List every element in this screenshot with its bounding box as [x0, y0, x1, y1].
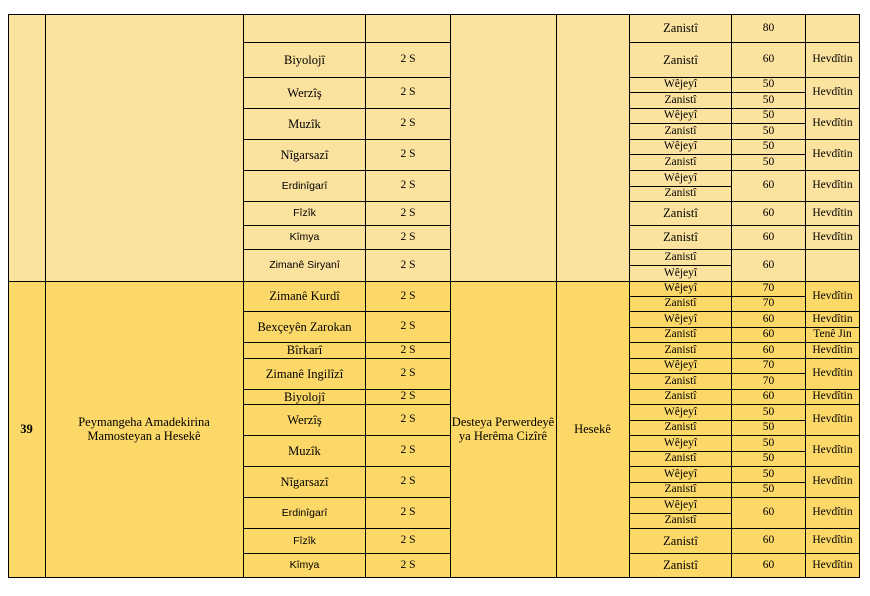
subject-name: Bexçeyên Zarokan: [257, 319, 352, 334]
grade-type: Zanistî: [664, 514, 697, 527]
admission-status: Hevdîtin: [812, 312, 853, 325]
grade-type: Zanistî: [664, 93, 697, 106]
grade-value: 60: [762, 230, 775, 243]
grade-type: Zanistî: [664, 124, 697, 137]
grade-type: Wêjeyî: [663, 109, 698, 122]
grid-line: [859, 14, 860, 578]
grade-value: 60: [762, 390, 775, 403]
subject-name: Nîgarsazî: [280, 474, 329, 489]
subject-name: Muzîk: [288, 116, 321, 131]
grade-value: 60: [762, 53, 775, 66]
grade-value: 50: [762, 155, 775, 168]
subject-name: Werzîş: [287, 412, 322, 427]
grade-type: Wêjeyî: [663, 266, 698, 279]
grade-type: Zanistî: [663, 558, 698, 573]
subject-units: 2 S: [400, 179, 416, 192]
subject-name: Zimanê Ingilîzî: [265, 366, 344, 381]
subject-units: 2 S: [400, 534, 416, 547]
grid-line: [8, 577, 860, 578]
grade-type: Zanistî: [663, 21, 698, 36]
grade-type: Zanistî: [664, 155, 697, 168]
subject-units: 2 S: [400, 558, 416, 571]
admission-status: Hevdîtin: [812, 390, 853, 403]
admission-status: Hevdîtin: [812, 475, 853, 488]
subject-units: 2 S: [400, 206, 416, 219]
department-name: Desteya Perwerdeyê ya Herêma Cizîrê: [451, 414, 555, 443]
grade-value: 50: [762, 436, 775, 449]
grade-value: 70: [762, 297, 775, 310]
subject-units: 2 S: [400, 367, 416, 380]
subject-name: Zimanê Kurdî: [269, 289, 340, 304]
grade-value: 60: [762, 312, 775, 325]
grade-type: Wêjeyî: [663, 282, 698, 295]
grade-type: Wêjeyî: [663, 436, 698, 449]
subject-units: 2 S: [400, 53, 416, 66]
grade-type: Wêjeyî: [663, 140, 698, 153]
grade-type: Wêjeyî: [663, 171, 698, 184]
subject-units: 2 S: [400, 230, 416, 243]
subject-name: Fîzîk: [293, 207, 316, 220]
grade-value: 50: [762, 78, 775, 91]
subject-name: Fîzîk: [293, 534, 316, 547]
grade-value: 50: [762, 483, 775, 496]
admission-status: Hevdîtin: [812, 343, 853, 356]
subject-units: 2 S: [400, 117, 416, 130]
admission-status: Hevdîtin: [812, 558, 853, 571]
grade-type: Zanistî: [664, 343, 697, 356]
grade-type: Zanistî: [664, 390, 697, 403]
admission-status: Hevdîtin: [812, 86, 853, 99]
grade-value: 60: [762, 558, 775, 571]
subject-name: Werzîş: [287, 85, 322, 100]
grade-type: Zanistî: [664, 187, 697, 200]
grade-type: Zanistî: [663, 206, 698, 221]
admission-status: Hevdîtin: [812, 413, 853, 426]
grade-value: 70: [762, 374, 775, 387]
subject-name: [244, 15, 365, 42]
grade-type: Wêjeyî: [663, 498, 698, 511]
grade-value: 50: [762, 467, 775, 480]
subject-name: Biyolojî: [284, 389, 325, 404]
grade-value: 60: [762, 343, 775, 356]
admission-status: Hevdîtin: [812, 444, 853, 457]
grade-type: Zanistî: [664, 452, 697, 465]
subject-units: 2 S: [400, 289, 416, 302]
admission-status: Hevdîtin: [812, 148, 853, 161]
grade-type: Zanistî: [664, 483, 697, 496]
grade-value: 60: [762, 206, 775, 219]
subject-units: 2 S: [400, 413, 416, 426]
subject-name: Muzîk: [288, 443, 321, 458]
subject-name: Erdinîgarî: [281, 506, 328, 519]
grade-value: 70: [762, 359, 775, 372]
admission-status: Hevdîtin: [812, 179, 853, 192]
grade-type: Wêjeyî: [663, 405, 698, 418]
subject-units: 2 S: [400, 258, 416, 271]
grid-line: [45, 14, 46, 578]
grade-value: 70: [762, 282, 775, 295]
subject-name: Kîmya: [289, 559, 320, 572]
grade-type: Wêjeyî: [663, 312, 698, 325]
subject-units: 2 S: [400, 343, 416, 356]
subject-name: Erdinîgarî: [281, 179, 328, 192]
admission-status: Tenê Jin: [813, 328, 852, 341]
admission-status: Hevdîtin: [812, 506, 853, 519]
admission-status: Hevdîtin: [812, 534, 853, 547]
grade-value: 50: [762, 405, 775, 418]
city-name: Hesekê: [574, 421, 611, 436]
grade-type: Zanistî: [663, 533, 698, 548]
subject-name: Kîmya: [289, 231, 320, 244]
admission-status: Hevdîtin: [812, 117, 853, 130]
admission-status: Hevdîtin: [812, 53, 853, 66]
grade-type: Zanistî: [663, 230, 698, 245]
grade-value: 60: [762, 328, 775, 341]
subject-units: 2 S: [400, 444, 416, 457]
subject-units: 2 S: [400, 148, 416, 161]
subject-units: 2 S: [400, 475, 416, 488]
grade-type: Zanistî: [664, 328, 697, 341]
grade-type: Zanistî: [664, 297, 697, 310]
grade-value: 50: [762, 93, 775, 106]
grade-type: Zanistî: [664, 374, 697, 387]
subject-units: 2 S: [400, 320, 416, 333]
row-number: 39: [20, 421, 33, 436]
admission-status: [806, 15, 859, 42]
institute-name: Peymangeha Amadekirina Mamosteyan a Hesekê: [78, 414, 210, 443]
subject-name: Biyolojî: [284, 52, 325, 67]
grade-type: Zanistî: [664, 250, 697, 263]
grade-value: 60: [762, 506, 775, 519]
grade-value: 50: [762, 452, 775, 465]
grade-type: Wêjeyî: [663, 78, 698, 91]
subject-units: [366, 15, 450, 42]
admission-status: Hevdîtin: [812, 289, 853, 302]
grade-value: 60: [762, 258, 775, 271]
grade-type: Zanistî: [664, 421, 697, 434]
grade-value: 50: [762, 140, 775, 153]
grade-value: 50: [762, 124, 775, 137]
subject-name: Zimanê Siryanî: [269, 259, 340, 272]
admission-status: Hevdîtin: [812, 206, 853, 219]
subject-units: 2 S: [400, 390, 416, 403]
grade-value: 50: [762, 109, 775, 122]
grade-value: 50: [762, 421, 775, 434]
grade-value: 60: [762, 534, 775, 547]
grade-type: Zanistî: [663, 52, 698, 67]
grade-type: Wêjeyî: [663, 467, 698, 480]
admission-status: Hevdîtin: [812, 367, 853, 380]
subject-units: 2 S: [400, 86, 416, 99]
subject-name: Nîgarsazî: [280, 147, 329, 162]
subject-name: Bîrkarî: [286, 343, 323, 358]
grade-value: 80: [762, 21, 775, 34]
admission-status: Hevdîtin: [812, 230, 853, 243]
admission-status: [806, 250, 859, 281]
subject-units: 2 S: [400, 506, 416, 519]
grade-value: 60: [762, 179, 775, 192]
grade-type: Wêjeyî: [663, 359, 698, 372]
